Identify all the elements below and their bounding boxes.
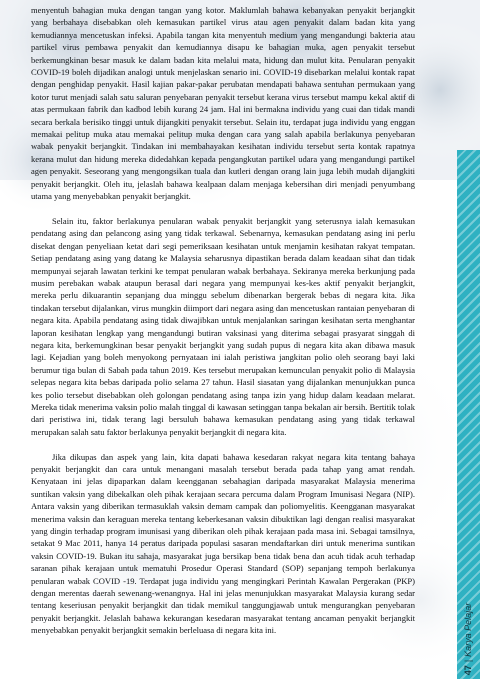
paragraph-hygiene: menyentuh bahagian muka dengan tangan yang kotor. Maklumlah bahawa kebanyakan penyakit berjangkit yang berbahaya disebabkan oleh kemasukan partikel virus atau agen penyakit dalam badan kita yang kemudiannya mencetuskan infeksi. Apabila tangan kita menyentuh medium yang mengandungi bakteria atau partikel virus pembawa penyakit dan kemudiannya disapu ke bahagian muka, agen penyakit tersebut berkemungkinan besar masuk ke dalam badan kita melalui mata, hidung dan mulut kita. Penularan penyakit COVID-19 boleh dijadikan analogi untuk menjelaskan senario ini. COVID-19 disebarkan melalui kontak rapat dengan penghidap penyakit. Hasil kajian pakar-pakar perubatan mendapati bahawa sentuhan permukaan yang kotor turut menjadi salah satu saluran penyebaran penyakit tersebut kerana virus tersebut mampu kekal aktif di atas permukaan fabrik dan kadbod lebih kurang 24 jam. Hal ini bermakna individu yang cuai dan tidak mandi secara berkala berisiko tinggi untuk dijangkiti penyakit tersebut. Selain itu, terdapat juga individu yang enggan memakai pelitup muka atau memakai pelitup muka dengan cara yang salah apabila berlakunya penyebaran wabak penyakit berjangkit. Tindakan ini membahayakan kesihatan individu tersebut serta kontak rapatnya kerana mulut dan hidung mereka didedahkan kepada pengangkutan partikel udara yang mengandungi partikel agen penyakit. Seseorang yang mengongsikan tuala dan kutleri dengan orang lain juga lebih mudah dijangkiti penyakit berjangkit. Oleh itu, jelaslah bahawa kealpaan dalam menjaga kebersihan diri menjadi penyumbang utama yang menyebabkan penyakit berjangkit.: [31, 5, 415, 202]
paragraph-foreign-visitors: Selain itu, faktor berlakunya penularan wabak penyakit berjangkit yang seterusnya ialah kemasukan pendatang asing dan pelancong asing yang tidak terkawal. Sebenarnya, kemasukan pendatang asing ini perlu disekat dengan penyeliaan ketat dari segi pemeriksaan kesihatan untuk menjamin kesihatan rakyat tempatan. Setiap pendatang asing yang datang ke Malaysia seharusnya dipastikan berada dalam keadaan sihat dan tidak mempunyai sejarah lawatan terkini ke tempat penularan wabak berbahaya. Sekiranya mereka berkunjung pada musim perebakan wabak ataupun berasal dari negara yang mempunyai kes-kes aktif penyakit berjangkit, mereka perlu dikuarantin sepanjang dua minggu sebelum dibenarkan bergerak bebas di negara kita. Jika tindakan tersebut dijalankan, virus mungkin diimport dari negara asing dan mencetuskan rantaian penyebaran di negara kita. Apabila pendatang asing tidak diwajibkan untuk menjalankan saringan kesihatan serta menghantar laporan kesihatan lengkap yang mengandungi butiran vaksinasi yang diterima sebagai prasyarat singgah di negara kita, berkemungkinan besar penyakit berjangkit yang sudah pupus di negara kita akan dibawa masuk lagi. Kejadian yang boleh menyokong pernyataan ini ialah peristiwa jangkitan polio oleh seorang bayi laki berumur tiga bulan di Sabah pada tahun 2019. Kes tersebut merupakan kemunculan penyakit polio di Malaysia selepas negara kita bebas daripada polio selama 27 tahun. Hasil siasatan yang dijalankan menunjukkan punca kes polio tersebut disebabkan oleh golongan pendatang asing tanpa izin yang hidup dalam keadaan melarat. Mereka tidak menerima vaksin polio malah tinggal di kawasan setinggan tanpa bekalan air bersih. Bertitik tolak dari peristiwa ini, tidak terang lagi bersuluh bahawa kemasukan pendatang asing yang tidak terkawal merupakan salah satu faktor berlakunya penyakit berjangkit di negara kita.: [31, 215, 415, 437]
page-footer: [455, 600, 480, 678]
page-number: 47: [463, 665, 474, 676]
paragraph-public-awareness: Jika dikupas dan aspek yang lain, kita dapati bahawa kesedaran rakyat negara kita tentang bahaya penyakit berjangkit dan cara untuk menangani masalah tersebut berada pada tahap yang amat rendah. Kenyataan ini jelas dipaparkan dalam keengganan sebahagian daripada masyarakat Malaysia menerima suntikan vaksin yang dibekalkan oleh pihak kerajaan secara percuma dalam Program Imunisasi Negara (NIP). Antara vaksin yang diberikan termasuklah vaksin demam campak dan poliomyelitis. Keengganan masyarakat menerima vaksin dan keraguan mereka tentang keberkesanan vaksin dibuktikan lagi dengan realisi masyarakat yang dingin terhadap program imunisasi yang diberikan oleh pihak kerajaan pada masa ini. Sebagai tamsilnya, setakat 9 Mac 2011, hanya 14 peratus daripada populasi sasaran mendaftarkan diri untuk menerima suntikan vaksin COVID-19. Bukan itu sahaja, masyarakat juga bersikap bena tidak bena dan acuh tidak acuh terhadap saranan pihak kerajaan untuk mematuhi Prosedur Operasi Standard (SOP) sepanjang tempoh berlakunya penularan wabak COVID -19. Terdapat juga individu yang mengingkari Perintah Kawalan Pergerakan (PKP) dengan merentas daerah sewenang-wenangnya. Hal ini jelas menunjukkan masyarakat Malaysia kurang sedar tentang keseriusan penyakit berjangkit dan tidak memikul tanggungjawab untuk mengurangkan penyebaran penyakit berjangkit. Jelaslah bahawa kekurangan kesedaran masyarakat tentang ancaman penyakit berjangkit menyebabkan penyakit berjangkit semakin berleluasa di negara kita ini.: [31, 451, 415, 636]
article-body: [31, 0, 415, 679]
footer-separator: |: [463, 659, 474, 663]
section-label: Karya Pelajar: [463, 602, 474, 657]
